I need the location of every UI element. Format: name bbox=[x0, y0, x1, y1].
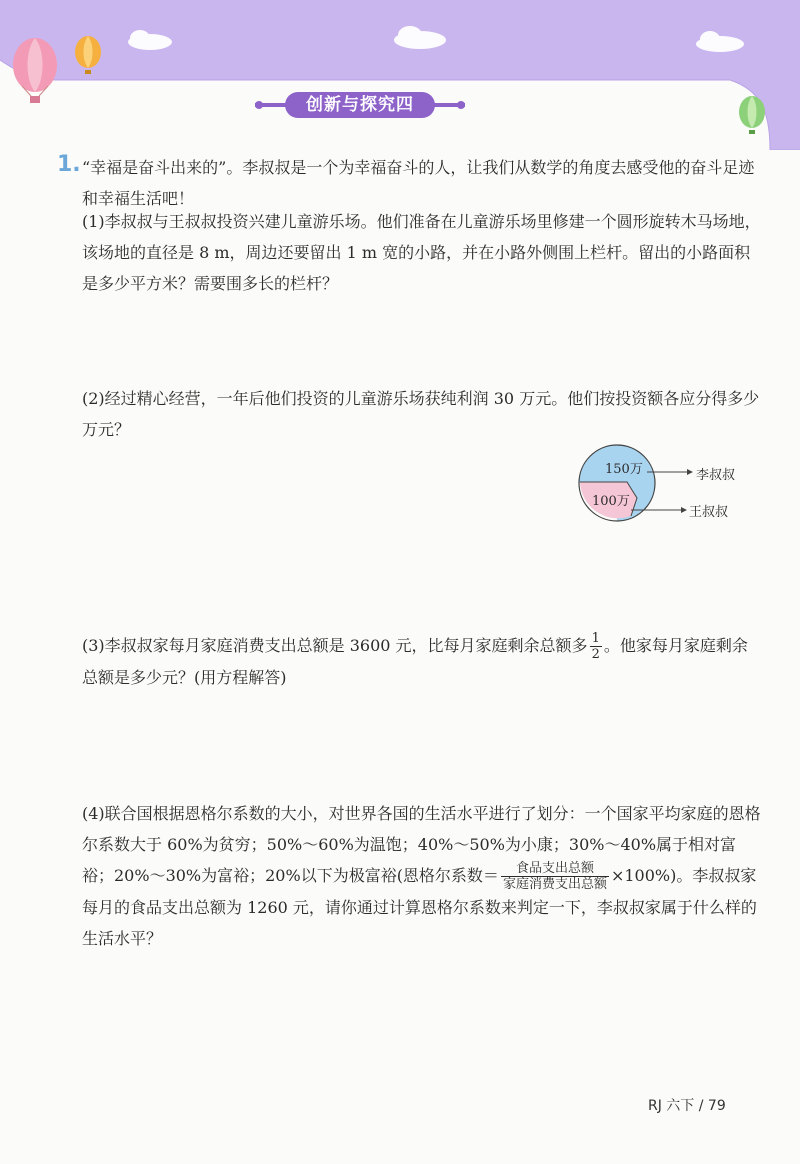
page-number: RJ 六下 / 79 bbox=[648, 1098, 726, 1114]
engel-formula-fraction bbox=[501, 861, 609, 892]
fraction-one-half bbox=[590, 631, 602, 662]
part-4-text-a: (4)联合国根据恩格尔系数的大小，对世界各国的生活水平进行了划分：一个国家平均家庭的恩格尔系数大于 60%为贫穷；50%～60%为温饱；40%～50%为小康；30%～40%属于相对富裕；20%～30%为富裕；20%以下为极富裕(恩格尔系数＝ bbox=[82, 804, 761, 885]
question-part-2: (2)经过精心经营，一年后他们投资的儿童游乐场获纯利润 30 万元。他们按投资额各应分得多少万元？ bbox=[82, 389, 760, 439]
hot-air-balloon-icon bbox=[739, 96, 765, 134]
pie-slice-li-label: 150万 bbox=[605, 462, 643, 477]
investment-pie-diagram bbox=[575, 438, 745, 528]
header-band bbox=[0, 0, 800, 150]
engel-denominator: 家庭消费支出总额 bbox=[502, 877, 607, 892]
hot-air-balloon-icon bbox=[13, 38, 57, 103]
legend-wang: 王叔叔 bbox=[689, 505, 729, 520]
section-title: 创新与探究四 bbox=[306, 95, 414, 115]
legend-li: 李叔叔 bbox=[696, 468, 736, 483]
fraction-denominator: 2 bbox=[591, 647, 600, 662]
part-3-text-b: 。他家每月家庭剩余总额是多少元？(用方程解答) bbox=[82, 636, 748, 687]
part-4-text-b: ×100%)。李叔叔家每月的食品支出总额为 1260 元，请你通过计算恩格尔系数来判定一下，李叔叔家属于什么样的生活水平？ bbox=[82, 866, 757, 948]
part-3-text-a: (3)李叔叔家每月家庭消费支出总额是 3600 元，比每月家庭剩余总额多 bbox=[82, 636, 588, 655]
question-part-1: (1)李叔叔与王叔叔投资兴建儿童游乐场。他们准备在儿童游乐场里修建一个圆形旋转木马场地，该场地的直径是 8 m，周边还要留出 1 m 宽的小路，并在小路外侧围上栏杆。留出的小路面积是多少平方米？需要围多长的栏杆？ bbox=[82, 212, 761, 293]
fraction-numerator: 1 bbox=[591, 631, 600, 646]
question-number: 1. bbox=[57, 152, 81, 177]
question-part-3 bbox=[82, 630, 762, 693]
engel-numerator: 食品支出总额 bbox=[501, 861, 609, 877]
pie-slice-wang-label: 100万 bbox=[592, 494, 630, 509]
question-part-4 bbox=[82, 798, 762, 954]
question-intro: “幸福是奋斗出来的”。李叔叔是一个为幸福奋斗的人，让我们从数学的角度去感受他的奋斗足迹和幸福生活吧！ bbox=[82, 158, 755, 208]
section-title-bar bbox=[255, 91, 465, 119]
